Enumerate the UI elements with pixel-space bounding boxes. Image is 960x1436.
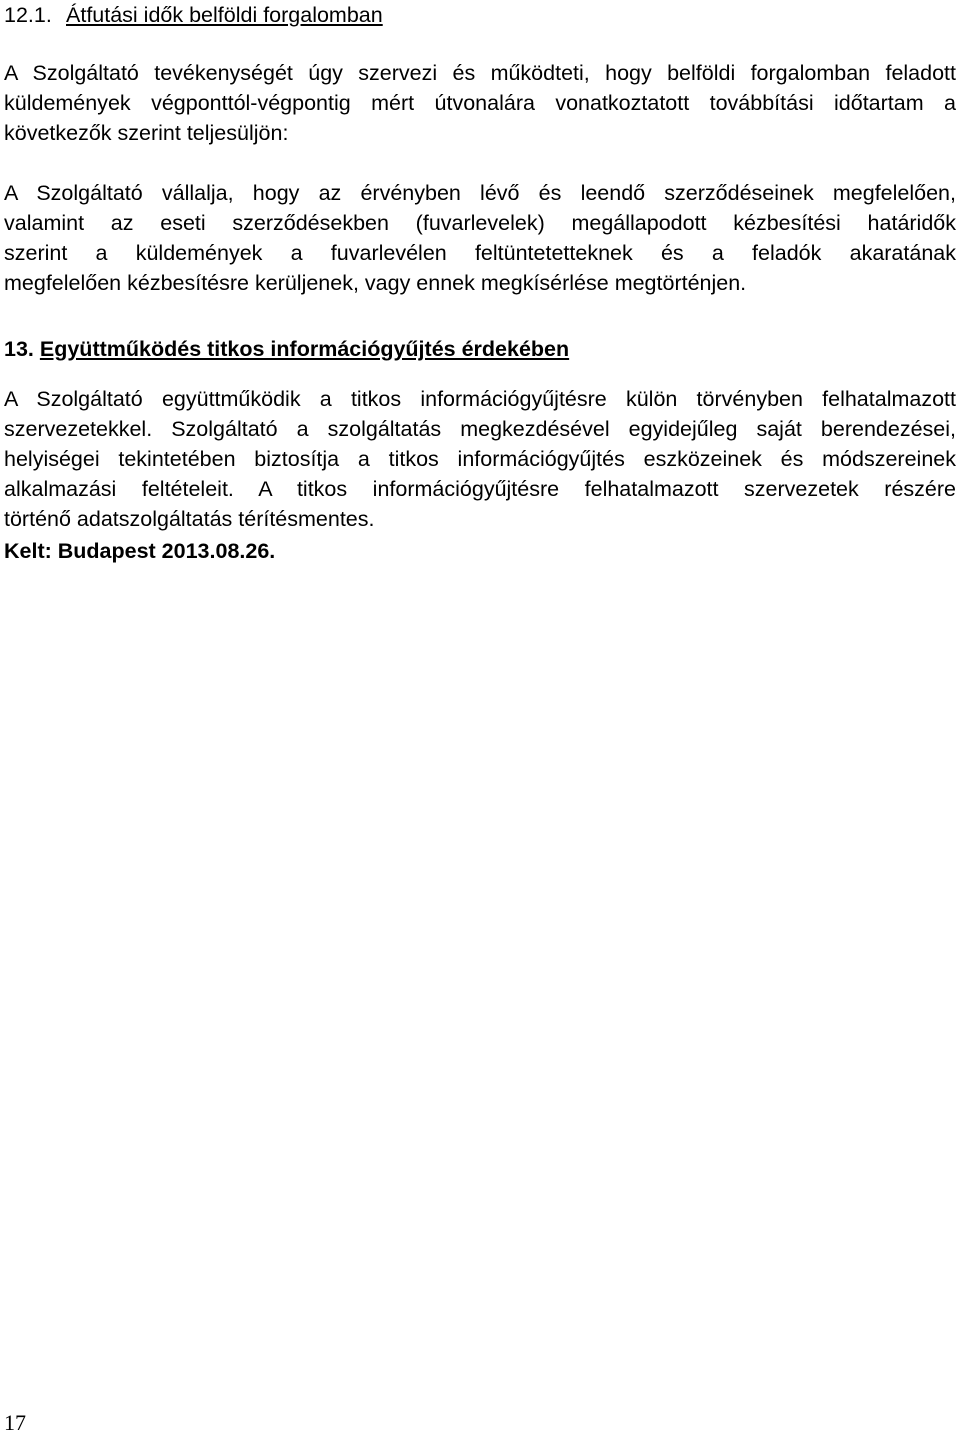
text-line: küldemények végponttól-végpontig mért útvonalára vonatkoztatott továbbítási időtartam a bbox=[4, 91, 956, 115]
text-line: A Szolgáltató tevékenységét úgy szervezi és működteti, hogy belföldi forgalomban feladott bbox=[4, 61, 956, 85]
text-line: szerint a küldemények a fuvarlevélen feltüntetetteknek és a feladók akaratának bbox=[4, 241, 956, 265]
section-heading-12-1 bbox=[4, 2, 383, 28]
text-line: alkalmazási feltételeit. A titkos információgyűjtésre felhatalmazott szervezetek részére bbox=[4, 477, 956, 501]
date-signature-line: Kelt: Budapest 2013.08.26. bbox=[4, 539, 276, 563]
section-number: 13. bbox=[4, 337, 34, 361]
paragraph-cooperation bbox=[4, 384, 956, 534]
paragraph-delivery-commitment bbox=[4, 178, 956, 298]
section-title: Együttműködés titkos információgyűjtés érdekében bbox=[39, 337, 570, 361]
text-line: következők szerint teljesüljön: bbox=[4, 121, 289, 145]
text-line: A Szolgáltató együttműködik a titkos információgyűjtésre külön törvényben felhatalmazott bbox=[4, 387, 956, 411]
page-number: 17 bbox=[4, 1410, 26, 1435]
text-line: valamint az eseti szerződésekben (fuvarlevelek) megállapodott kézbesítési határidők bbox=[4, 211, 956, 235]
section-title: Átfutási idők belföldi forgalomban bbox=[66, 3, 383, 27]
section-number: 12.1. bbox=[4, 3, 52, 27]
text-line: helyiségei tekintetében biztosítja a titkos információgyűjtés eszközeinek és módszereinek bbox=[4, 447, 956, 471]
text-line: szervezetekkel. Szolgáltató a szolgáltatás megkezdésével egyidejűleg saját berendezései, bbox=[4, 417, 956, 441]
text-line: A Szolgáltató vállalja, hogy az érvényben lévő és leendő szerződéseinek megfelelően, bbox=[4, 181, 956, 205]
text-line: megfelelően kézbesítésre kerüljenek, vagy ennek megkísérlése megtörténjen. bbox=[4, 271, 747, 295]
section-heading-13 bbox=[4, 336, 569, 362]
text-line: történő adatszolgáltatás térítésmentes. bbox=[4, 507, 375, 531]
paragraph-transit-times bbox=[4, 58, 956, 148]
